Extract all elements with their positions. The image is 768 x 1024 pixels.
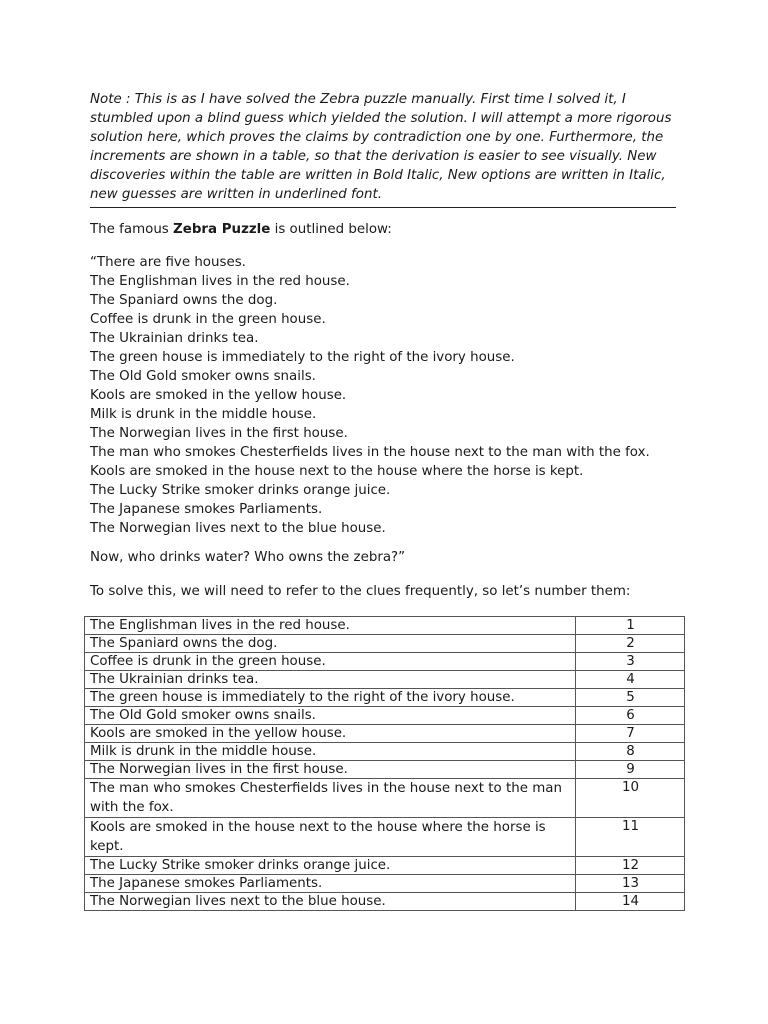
clue-number-cell: 7	[576, 725, 685, 743]
table-row	[85, 653, 685, 671]
quote-line: The Japanese smokes Parliaments.	[90, 502, 323, 517]
quote-line: The Spaniard owns the dog.	[90, 293, 278, 308]
table-row	[85, 761, 685, 779]
clue-text-cell: The Englishman lives in the red house.	[85, 617, 576, 635]
clue-number-cell: 3	[576, 653, 685, 671]
quote-line: Kools are smoked in the yellow house.	[90, 388, 347, 403]
clue-text-cell: Kools are smoked in the yellow house.	[85, 725, 576, 743]
quote-line: The Lucky Strike smoker drinks orange juice.	[90, 483, 391, 498]
quote-line: Coffee is drunk in the green house.	[90, 312, 326, 327]
quote-line: The green house is immediately to the right of the ivory house.	[90, 350, 515, 365]
clue-number-cell: 9	[576, 761, 685, 779]
table-row	[85, 617, 685, 635]
clue-text-cell: Milk is drunk in the middle house.	[85, 743, 576, 761]
clue-number-cell: 12	[576, 857, 685, 875]
table-row	[85, 635, 685, 653]
quote-line: “There are five houses.	[90, 255, 246, 270]
clue-text-cell: The Japanese smokes Parliaments.	[85, 875, 576, 893]
clue-text-cell: Kools are smoked in the house next to the house where the horse is kept.	[85, 818, 576, 857]
table-row	[85, 671, 685, 689]
intro-prefix: The famous	[90, 222, 174, 237]
quote-line: The Ukrainian drinks tea.	[90, 331, 259, 346]
clue-text-cell: Coffee is drunk in the green house.	[85, 653, 576, 671]
clue-number-cell: 14	[576, 893, 685, 911]
clue-text-cell: The Spaniard owns the dog.	[85, 635, 576, 653]
clue-number-cell: 10	[576, 779, 685, 818]
clue-text-cell: The Norwegian lives next to the blue house.	[85, 893, 576, 911]
table-row	[85, 707, 685, 725]
table-row	[85, 875, 685, 893]
clue-text-cell: The Norwegian lives in the first house.	[85, 761, 576, 779]
clue-number-cell: 1	[576, 617, 685, 635]
quote-line: Milk is drunk in the middle house.	[90, 407, 317, 422]
table-row	[85, 725, 685, 743]
intro-line	[90, 220, 392, 239]
table-row	[85, 893, 685, 911]
clue-number-cell: 4	[576, 671, 685, 689]
intro-bold-title: Zebra Puzzle	[173, 222, 271, 237]
table-row	[85, 689, 685, 707]
quote-line: The Old Gold smoker owns snails.	[90, 369, 316, 384]
clue-text-cell: The Lucky Strike smoker drinks orange juice.	[85, 857, 576, 875]
table-row	[85, 779, 685, 818]
quote-line: The Norwegian lives in the first house.	[90, 426, 348, 441]
clue-text-cell: The man who smokes Chesterfields lives in the house next to the man with the fox.	[85, 779, 576, 818]
clue-text-cell: The green house is immediately to the right of the ivory house.	[85, 689, 576, 707]
table-row	[85, 818, 685, 857]
clue-number-cell: 6	[576, 707, 685, 725]
clue-number-cell: 2	[576, 635, 685, 653]
quote-line: The Englishman lives in the red house.	[90, 274, 350, 289]
table-row	[85, 743, 685, 761]
author-note	[90, 90, 676, 208]
clue-number-cell: 5	[576, 689, 685, 707]
clue-number-cell: 11	[576, 818, 685, 857]
table-row	[85, 857, 685, 875]
quote-line: The Norwegian lives next to the blue house.	[90, 521, 386, 536]
quote-line: The man who smokes Chesterfields lives in the house next to the man with the fox.	[90, 445, 650, 460]
puzzle-question: Now, who drinks water? Who owns the zebra?”	[90, 550, 406, 565]
numbering-intro: To solve this, we will need to refer to the clues frequently, so let’s number them:	[90, 584, 631, 599]
intro-suffix: is outlined below:	[270, 222, 392, 237]
clue-number-cell: 13	[576, 875, 685, 893]
clue-text-cell: The Old Gold smoker owns snails.	[85, 707, 576, 725]
clue-number-cell: 8	[576, 743, 685, 761]
author-note-text: Note : This is as I have solved the Zebra puzzle manually. First time I solved it, I stumbled upon a blind guess which yielded the solution. I will attempt a more rigorous solution here, which proves the claims by contradiction one by one. Furthermore, the increments are shown in a table, so that the derivation is easier to see visually. New discoveries within the table are written in Bold Italic, New options are written in Italic, new guesses are written in underlined font.	[90, 92, 672, 202]
clues-table	[84, 616, 685, 911]
clue-text-cell: The Ukrainian drinks tea.	[85, 671, 576, 689]
puzzle-quote	[90, 253, 650, 538]
quote-line: Kools are smoked in the house next to the house where the horse is kept.	[90, 464, 584, 479]
